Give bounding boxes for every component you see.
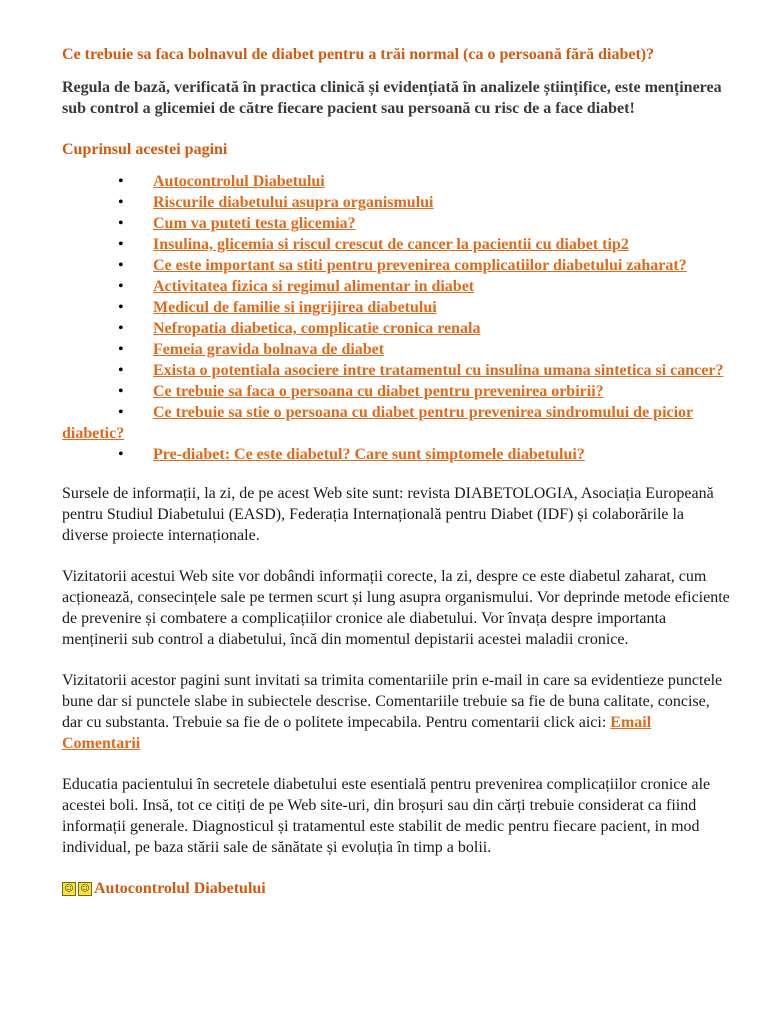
bullet-icon: • bbox=[118, 257, 124, 274]
toc-link-prevenire-orbire[interactable]: Ce trebuie sa faca o persoana cu diabet pentru prevenirea orbirii? bbox=[153, 383, 604, 400]
toc-link-insulina-sintetica[interactable]: Exista o potentiala asociere intre tratamentul cu insulina umana sintetica si cancer? bbox=[153, 362, 724, 379]
toc-item bbox=[62, 171, 732, 192]
toc-heading: Cuprinsul acestei pagini bbox=[62, 141, 228, 158]
toc-item bbox=[62, 276, 732, 297]
bullet-icon: • bbox=[118, 236, 124, 253]
sources-paragraph: Sursele de informații, la zi, de pe acest Web site sunt: revista DIABETOLOGIA, Asociația Europeană pentru Studiul Diabetului (EASD), Federația Internațională pentru Diabet (IDF) și colaborările la diverse proiecte internaționale. bbox=[62, 485, 714, 544]
smiley-icon: ☺ bbox=[78, 882, 92, 896]
toc-link-picior-diabetic[interactable]: Ce trebuie sa stie o persoana cu diabet pentru prevenirea sindromului de picior diabetic? bbox=[62, 404, 694, 442]
toc-item bbox=[62, 297, 732, 318]
toc-link-nefropatie[interactable]: Nefropatia diabetica, complicatie cronica renala bbox=[153, 320, 481, 337]
comments-paragraph bbox=[62, 670, 732, 754]
toc-item bbox=[62, 402, 732, 444]
toc-item bbox=[62, 444, 732, 465]
toc-item bbox=[62, 318, 732, 339]
bullet-icon: • bbox=[118, 404, 124, 421]
bullet-icon: • bbox=[118, 299, 124, 316]
toc-item bbox=[62, 339, 732, 360]
bullet-icon: • bbox=[118, 173, 124, 190]
toc-link-medic-familie[interactable]: Medicul de familie si ingrijirea diabetului bbox=[153, 299, 437, 316]
toc-link-femeia-gravida[interactable]: Femeia gravida bolnava de diabet bbox=[153, 341, 385, 358]
smiley-icon: ☺ bbox=[62, 882, 76, 896]
bullet-icon: • bbox=[118, 383, 124, 400]
bullet-icon: • bbox=[118, 341, 124, 358]
bullet-icon: • bbox=[118, 194, 124, 211]
document-page bbox=[62, 44, 732, 899]
bullet-icon: • bbox=[118, 320, 124, 337]
visitors-paragraph: Vizitatorii acestui Web site vor dobândi informații corecte, la zi, despre ce este diabetul zaharat, cum acționează, consecințele sale pe termen scurt și lung asupra organismului. Vor deprinde metode eficiente de prevenire și combatere a complicațiilor cronice ale diabetului. Vor învața despre importanta menținerii sub control a diabetului, încă din momentul depistarii acestei maladii cronice. bbox=[62, 568, 730, 648]
toc-item bbox=[62, 213, 732, 234]
toc-link-testare-glicemie[interactable]: Cum va puteti testa glicemia? bbox=[153, 215, 356, 232]
page-title: Ce trebuie sa faca bolnavul de diabet pentru a trăi normal (ca o persoană fără diabet)? bbox=[62, 46, 655, 63]
toc-item bbox=[62, 255, 732, 276]
toc-item bbox=[62, 381, 732, 402]
bullet-icon: • bbox=[118, 278, 124, 295]
toc-link-autocontrol[interactable]: Autocontrolul Diabetului bbox=[153, 173, 325, 190]
toc-item bbox=[62, 234, 732, 255]
bullet-icon: • bbox=[118, 362, 124, 379]
toc-item bbox=[62, 192, 732, 213]
email-comments-link[interactable]: Email Comentarii bbox=[62, 714, 652, 752]
toc-link-riscuri[interactable]: Riscurile diabetului asupra organismului bbox=[153, 194, 434, 211]
toc-link-pre-diabet[interactable]: Pre-diabet: Ce este diabetul? Care sunt simptomele diabetului? bbox=[153, 446, 585, 463]
section-heading-text: Autocontrolul Diabetului bbox=[94, 880, 266, 897]
toc-list bbox=[62, 171, 732, 465]
bullet-icon: • bbox=[118, 446, 124, 463]
section-heading-autocontrol bbox=[62, 878, 732, 899]
bullet-icon: • bbox=[118, 215, 124, 232]
toc-link-activitate-fizica[interactable]: Activitatea fizica si regimul alimentar in diabet bbox=[153, 278, 475, 295]
toc-item bbox=[62, 360, 732, 381]
toc-link-prevenire-complicatii[interactable]: Ce este important sa stiti pentru prevenirea complicatiilor diabetului zaharat? bbox=[153, 257, 687, 274]
comments-text: Vizitatorii acestor pagini sunt invitati sa trimita comentariile prin e-mail in care sa evidentieze punctele bune dar si punctele slabe in subiectele descrise. Comentariile trebuie sa fie de buna calitate, concise, dar cu substanta. Trebuie sa fie de o politete impecabila. Pentru comentarii click aici: bbox=[62, 672, 723, 731]
main-rule-text: Regula de bază, verificată în practica clinică și evidențiată în analizele științifice, este menținerea sub control a glicemiei de către fiecare pacient sau persoană cu risc de a face diabet! bbox=[62, 79, 722, 117]
toc-link-insulina-cancer[interactable]: Insulina, glicemia si riscul crescut de cancer la pacientii cu diabet tip2 bbox=[153, 236, 629, 253]
education-paragraph: Educatia pacientului în secretele diabetului este esentială pentru prevenirea complicațiilor cronice ale acestei boli. Insă, tot ce citiți de pe Web site-uri, din broșuri sau din cărți trebuie considerat ca fiind informații generale. Diagnosticul și tratamentul este stabilit de medic pentru fiecare pacient, in mod individual, pe baza stării sale de sănătate și evoluția în timp a bolii. bbox=[62, 776, 711, 856]
